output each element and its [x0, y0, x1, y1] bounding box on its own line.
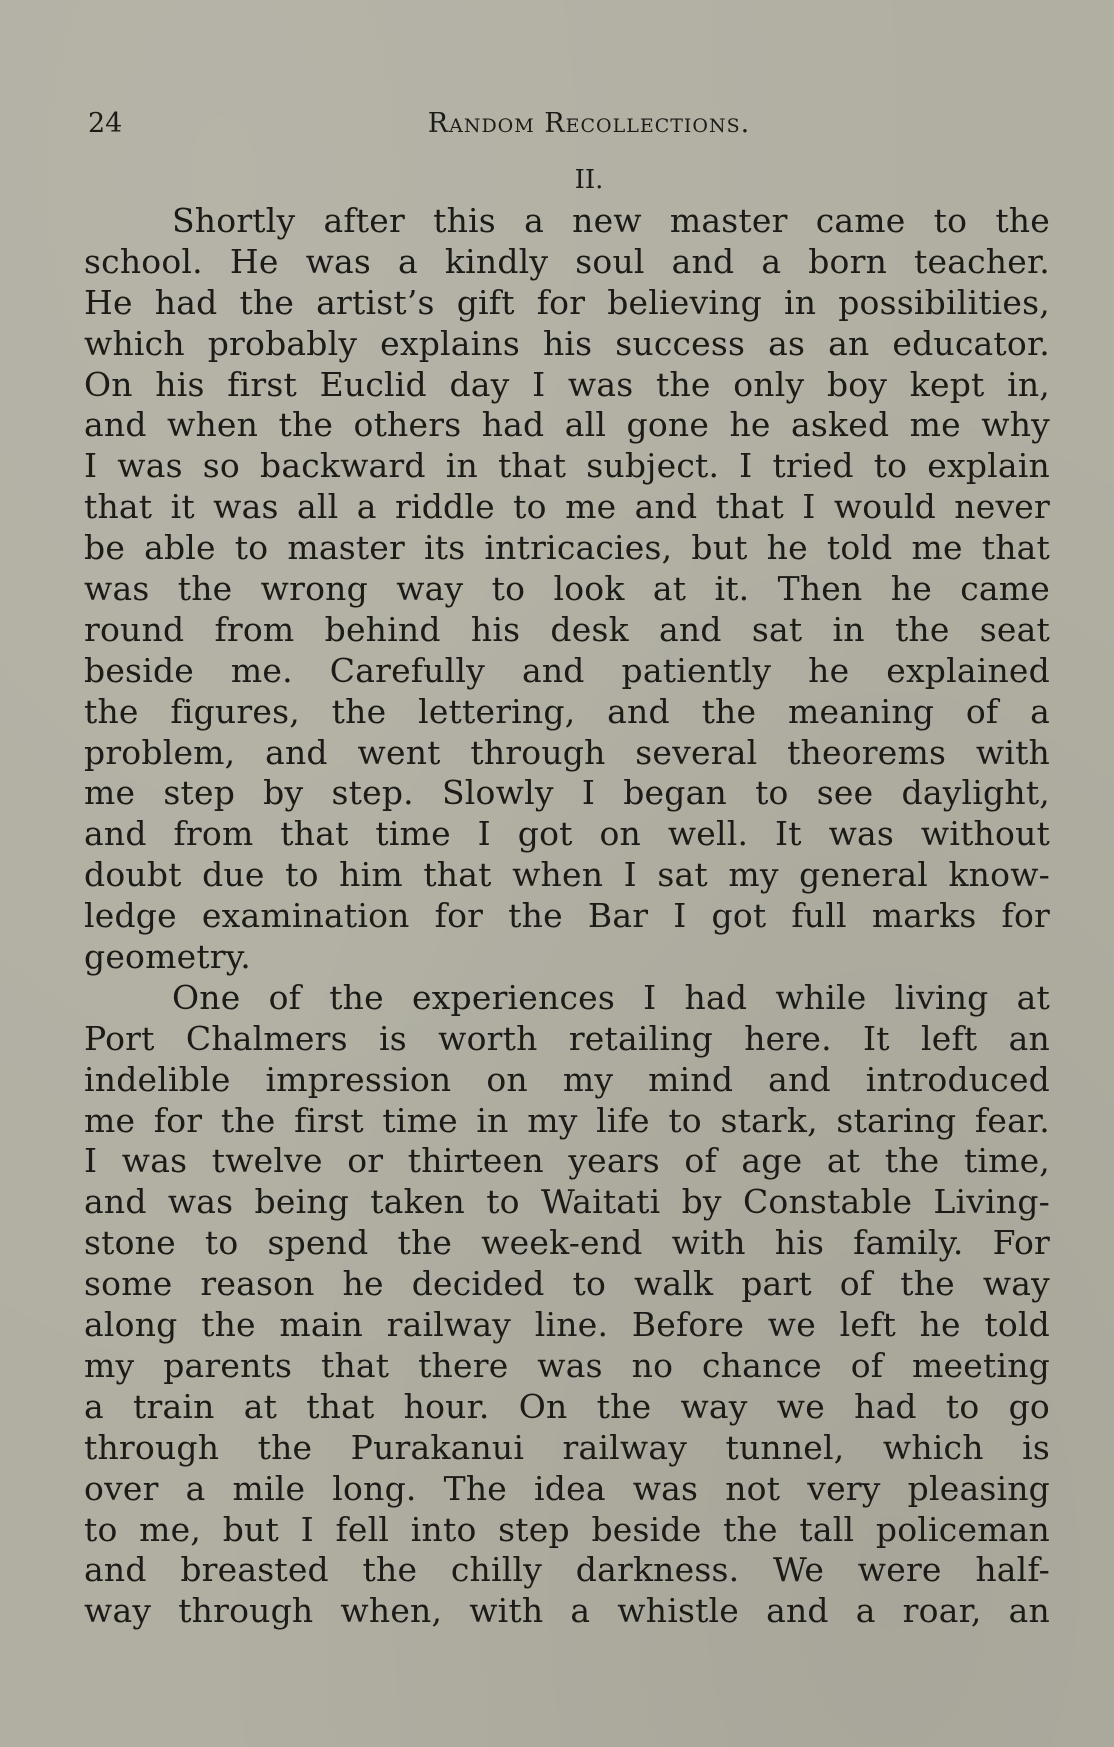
text-line: some reason he decided to walk part of the way — [84, 1264, 1050, 1304]
text-line: which probably explains his success as an educator. — [84, 323, 1050, 363]
text-line: and breasted the chilly darkness. We were half- — [84, 1550, 1050, 1590]
text-line: beside me. Carefully and patiently he explained — [84, 650, 1050, 690]
text-line: round from behind his desk and sat in the seat — [84, 609, 1050, 649]
text-line: stone to spend the week-end with his family. For — [84, 1223, 1050, 1263]
text-line: I was twelve or thirteen years of age at the time, — [84, 1141, 1050, 1181]
text-line: geometry. — [84, 937, 251, 977]
page-number: 24 — [88, 108, 123, 139]
running-head — [88, 104, 1050, 144]
text-line: was the wrong way to look at it. Then he came — [84, 569, 1050, 609]
text-line: to me, but I fell into step beside the tall policeman — [84, 1509, 1050, 1549]
text-line: my parents that there was no chance of meeting — [84, 1345, 1050, 1385]
text-line: doubt due to him that when I sat my general know- — [84, 855, 1050, 895]
text-line: problem, and went through several theorems with — [84, 732, 1050, 772]
text-line: and when the others had all gone he asked me why — [84, 405, 1050, 445]
text-line: along the main railway line. Before we left he told — [84, 1305, 1050, 1345]
text-line: me step by step. Slowly I began to see daylight, — [84, 773, 1050, 813]
text-line: over a mile long. The idea was not very pleasing — [84, 1468, 1050, 1508]
body-text — [84, 201, 1050, 1632]
text-line: On his first Euclid day I was the only boy kept in, — [84, 364, 1050, 404]
text-line: the figures, the lettering, and the meaning of a — [84, 691, 1050, 731]
text-line: Port Chalmers is worth retailing here. It left an — [84, 1018, 1050, 1058]
text-line: through the Purakanui railway tunnel, which is — [84, 1427, 1050, 1467]
text-line: be able to master its intricacies, but he told me that — [84, 528, 1050, 568]
text-line: I was so backward in that subject. I tried to explain — [84, 446, 1050, 486]
text-line: me for the first time in my life to stark, staring fear. — [84, 1100, 1050, 1140]
section-numeral: II. — [574, 165, 604, 195]
text-line: and was being taken to Waitati by Constable Living- — [84, 1182, 1050, 1222]
text-line: and from that time I got on well. It was without — [84, 814, 1050, 854]
text-line: that it was all a riddle to me and that I would never — [84, 487, 1050, 527]
text-line: way through when, with a whistle and a roar, an — [84, 1591, 1050, 1631]
text-line: school. He was a kindly soul and a born teacher. — [84, 241, 1050, 281]
text-line: He had the artist’s gift for believing in possibilities, — [84, 282, 1050, 322]
text-line: indelible impression on my mind and introduced — [84, 1059, 1050, 1099]
running-title: Random Recollections. — [427, 108, 751, 139]
text-line: ledge examination for the Bar I got full marks for — [84, 896, 1050, 936]
text-line: One of the experiences I had while living at — [172, 977, 1050, 1017]
text-line: a train at that hour. On the way we had to go — [84, 1386, 1050, 1426]
text-line: Shortly after this a new master came to the — [172, 201, 1050, 240]
